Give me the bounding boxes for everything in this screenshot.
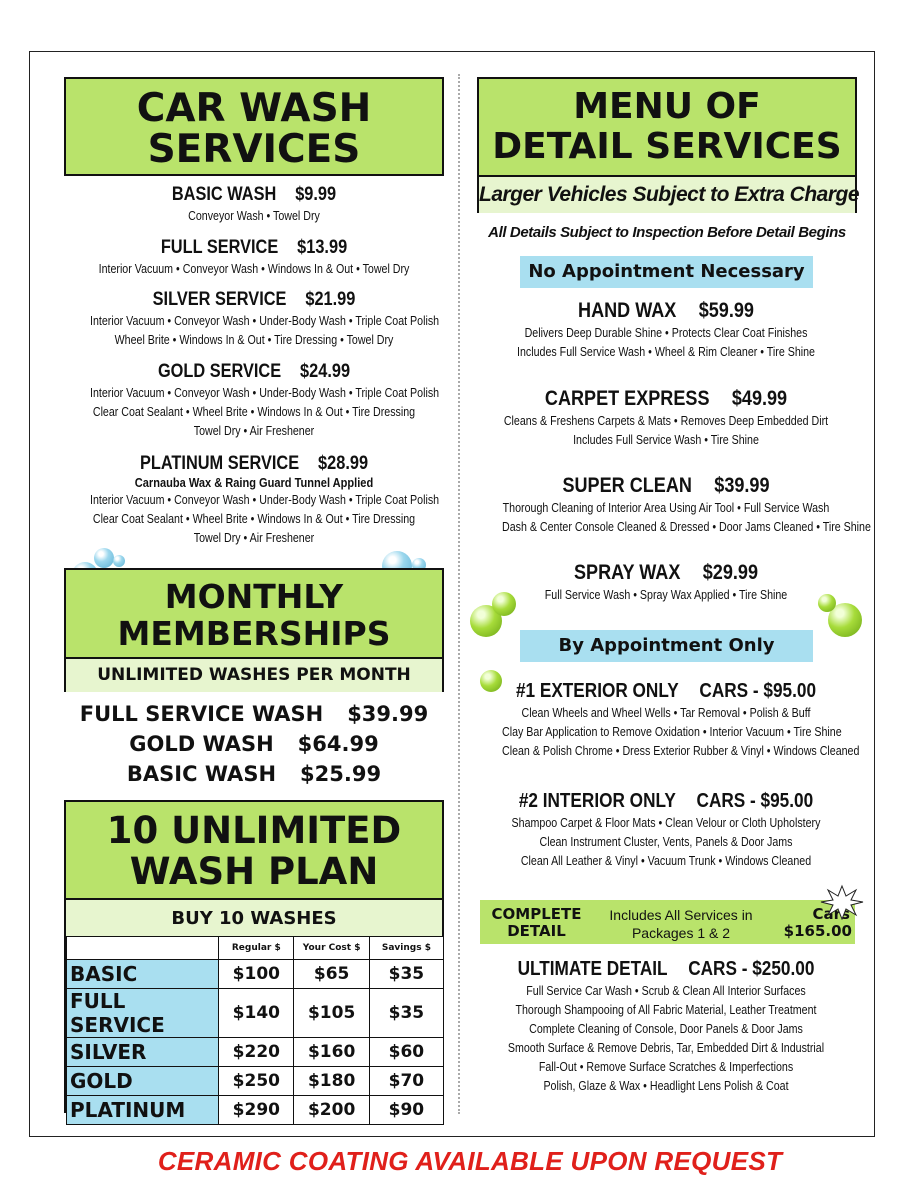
service-block	[466, 387, 866, 449]
service-description-line: Wheel Brite • Windows In & Out • Tire Dressing • Towel Dry	[114, 332, 394, 347]
membership-item	[54, 732, 454, 756]
service-block	[54, 184, 454, 225]
service-price: $13.99	[297, 237, 348, 258]
service-description-line: Thorough Shampooing of All Fabric Material, Leather Treatment	[515, 1002, 817, 1017]
service-subtitle: Carnauba Wax & Raing Guard Tunnel Applied	[134, 475, 374, 490]
service-block	[466, 680, 866, 760]
service-description-line: Includes Full Service Wash • Tire Shine	[573, 432, 759, 447]
service-block	[466, 958, 866, 1095]
service-name: SILVER SERVICE	[152, 289, 287, 310]
service-description-line: Full Service Car Wash • Scrub & Clean All Interior Surfaces	[526, 983, 806, 998]
detail-note-large-vehicles: Larger Vehicles Subject to Extra Charge	[479, 175, 855, 213]
plan-header-cost: Your Cost $	[294, 937, 369, 960]
service-description-line: Clean Instrument Cluster, Vents, Panels & Door Jams	[539, 834, 793, 849]
service-description-line: Thorough Cleaning of Interior Area Using Air Tool • Full Service Wash	[502, 500, 830, 515]
plan-row	[67, 1067, 444, 1096]
service-description-line: Interior Vacuum • Conveyor Wash • Windows In & Out • Towel Dry	[98, 261, 410, 276]
service-block	[54, 237, 454, 278]
service-description-line: Towel Dry • Air Freshener	[193, 423, 315, 438]
complete-desc-line1: Includes All Services in	[609, 907, 753, 923]
service-price: $59.99	[698, 299, 754, 322]
complete-detail-bar	[480, 900, 855, 944]
service-description-line: Interior Vacuum • Conveyor Wash • Under-Body Wash • Triple Coat Polish	[90, 313, 440, 328]
service-block	[466, 790, 866, 870]
service-block	[54, 361, 454, 440]
plan-title-line2: WASH PLAN	[129, 850, 379, 893]
service-heading	[494, 680, 838, 703]
plan-savings: $60	[369, 1038, 443, 1067]
plan-your-cost: $105	[294, 989, 369, 1038]
car-wash-title-line2: SERVICES	[147, 127, 361, 172]
bubble-decoration	[492, 592, 516, 616]
plan-table	[66, 936, 444, 1125]
service-name: ULTIMATE DETAIL	[517, 958, 668, 980]
monthly-subtitle: UNLIMITED WASHES PER MONTH	[66, 657, 442, 692]
service-name: #2 INTERIOR ONLY	[518, 790, 676, 812]
service-name: SUPER CLEAN	[562, 474, 692, 497]
membership-name: BASIC WASH	[126, 762, 277, 786]
plan-name: SILVER	[67, 1038, 219, 1067]
membership-price: $25.99	[300, 762, 382, 786]
service-heading	[82, 289, 426, 311]
plan-name: PLATINUM	[67, 1096, 219, 1125]
service-heading	[82, 237, 426, 259]
service-price: $28.99	[318, 453, 369, 474]
service-description-line: Cleans & Freshens Carpets & Mats • Removes Deep Embedded Dirt	[503, 413, 829, 428]
service-price: $39.99	[714, 474, 770, 497]
membership-name: GOLD WASH	[129, 732, 274, 756]
service-description-line: Fall-Out • Remove Surface Scratches & Imperfections	[538, 1059, 794, 1074]
plan-your-cost: $180	[294, 1067, 369, 1096]
service-heading	[494, 790, 838, 813]
plan-your-cost: $65	[294, 960, 369, 989]
complete-cars-label: Cars	[812, 905, 850, 923]
service-description-line: Clay Bar Application to Remove Oxidation • Interior Vacuum • Tire Shine	[502, 724, 842, 739]
plan-regular-price: $140	[219, 989, 294, 1038]
service-price: $24.99	[300, 361, 351, 382]
monthly-title-line2: MEMBERSHIPS	[117, 614, 391, 653]
no-appointment-bar: No Appointment Necessary	[520, 256, 813, 288]
service-description-line: Clean All Leather & Vinyl • Vacuum Trunk • Windows Cleaned	[520, 853, 812, 868]
starburst-icon	[820, 884, 864, 920]
complete-desc-line2: Packages 1 & 2	[631, 925, 731, 941]
membership-price: $39.99	[347, 702, 429, 726]
service-name: BASIC WASH	[171, 184, 277, 205]
plan-regular-price: $100	[219, 960, 294, 989]
car-wash-title-line1: CAR WASH	[136, 86, 372, 131]
plan-regular-price: $290	[219, 1096, 294, 1125]
service-block	[466, 474, 871, 536]
service-name: GOLD SERVICE	[157, 361, 282, 382]
plan-header-savings: Savings $	[369, 937, 443, 960]
service-description-line: Interior Vacuum • Conveyor Wash • Under-Body Wash • Triple Coat Polish	[90, 385, 440, 400]
complete-detail-label	[480, 906, 593, 940]
bubble-decoration	[818, 594, 836, 612]
service-price: CARS - $95.00	[699, 680, 817, 702]
plan-name: FULL SERVICE	[67, 989, 219, 1038]
plan-title-line1: 10 UNLIMITED	[106, 809, 402, 852]
complete-label-line2: DETAIL	[507, 922, 566, 940]
membership-item	[54, 702, 454, 726]
ceramic-coating-footer: CERAMIC COATING AVAILABLE UPON REQUEST	[157, 1146, 783, 1176]
complete-label-line1: COMPLETE	[491, 905, 582, 923]
plan-name: GOLD	[67, 1067, 219, 1096]
plan-regular-price: $250	[219, 1067, 294, 1096]
plan-header-blank	[67, 937, 219, 960]
service-block	[466, 561, 866, 604]
service-block	[466, 299, 866, 361]
complete-price: $165.00	[783, 922, 852, 940]
plan-row	[67, 1038, 444, 1067]
service-description-line: Clear Coat Sealant • Wheel Brite • Windows In & Out • Tire Dressing	[92, 404, 416, 419]
plan-row	[67, 989, 444, 1038]
service-description-line: Polish, Glaze & Wax • Headlight Lens Polish & Coat	[543, 1078, 789, 1093]
plan-savings: $70	[369, 1067, 443, 1096]
service-heading	[82, 453, 426, 475]
service-heading	[494, 958, 838, 981]
bubble-decoration	[94, 548, 114, 568]
service-description-line: Dash & Center Console Cleaned & Dressed • Door Jams Cleaned • Tire Shine	[502, 519, 871, 534]
plan-subtitle: BUY 10 WASHES	[66, 898, 442, 938]
plan-savings: $35	[369, 960, 443, 989]
service-description-line: Towel Dry • Air Freshener	[193, 530, 315, 545]
column-divider	[458, 74, 460, 1114]
membership-price: $64.99	[297, 732, 379, 756]
service-description-line: Delivers Deep Durable Shine • Protects Clear Coat Finishes	[524, 325, 808, 340]
service-description-line: Smooth Surface & Remove Debris, Tar, Embedded Dirt & Industrial	[507, 1040, 825, 1055]
service-price: $49.99	[731, 387, 788, 410]
car-wash-title-box	[64, 77, 444, 176]
detail-title-line2: DETAIL SERVICES	[492, 126, 842, 167]
by-appointment-bar: By Appointment Only	[520, 630, 813, 662]
service-price: $21.99	[305, 289, 356, 310]
plan-regular-price: $220	[219, 1038, 294, 1067]
service-heading	[494, 387, 838, 411]
service-heading	[494, 299, 838, 323]
service-heading	[82, 184, 426, 206]
plan-header-regular: Regular $	[219, 937, 294, 960]
service-name: PLATINUM SERVICE	[139, 453, 300, 474]
complete-detail-desc	[598, 906, 764, 942]
service-description-line: Includes Full Service Wash • Wheel & Rim Cleaner • Tire Shine	[517, 344, 815, 359]
plan-row	[67, 960, 444, 989]
detail-note-inspection: All Details Subject to Inspection Before Detail Begins	[488, 224, 846, 241]
service-price: CARS - $250.00	[688, 958, 815, 980]
service-name: HAND WAX	[578, 299, 677, 322]
service-name: SPRAY WAX	[573, 561, 681, 584]
plan-header-row	[67, 937, 444, 960]
detail-title-line1: MENU OF	[573, 86, 761, 127]
service-name: #1 EXTERIOR ONLY	[515, 680, 679, 702]
monthly-title-line1: MONTHLY	[164, 577, 344, 616]
bubble-decoration	[113, 555, 125, 567]
service-heading	[82, 361, 426, 383]
service-description-line: Interior Vacuum • Conveyor Wash • Under-Body Wash • Triple Coat Polish	[90, 492, 440, 507]
service-heading	[494, 561, 838, 585]
service-price: $9.99	[295, 184, 337, 205]
service-price: CARS - $95.00	[696, 790, 814, 812]
service-description-line: Clean Wheels and Wheel Wells • Tar Removal • Polish & Buff	[521, 705, 811, 720]
plan-savings: $35	[369, 989, 443, 1038]
plan-name: BASIC	[67, 960, 219, 989]
service-heading	[494, 474, 838, 498]
service-description-line: Clean & Polish Chrome • Dress Exterior Rubber & Vinyl • Windows Cleaned	[502, 743, 860, 758]
service-description-line: Clear Coat Sealant • Wheel Brite • Windows In & Out • Tire Dressing	[92, 511, 416, 526]
plan-your-cost: $200	[294, 1096, 369, 1125]
plan-your-cost: $160	[294, 1038, 369, 1067]
membership-item	[54, 762, 454, 786]
service-price: $29.99	[702, 561, 758, 584]
membership-name: FULL SERVICE WASH	[79, 702, 324, 726]
service-description-line: Complete Cleaning of Console, Door Panels & Door Jams	[529, 1021, 803, 1036]
service-name: FULL SERVICE	[160, 237, 279, 258]
plan-row	[67, 1096, 444, 1125]
service-description-line: Conveyor Wash • Towel Dry	[188, 208, 320, 223]
service-description-line: Shampoo Carpet & Floor Mats • Clean Velour or Cloth Upholstery	[511, 815, 821, 830]
plan-savings: $90	[369, 1096, 443, 1125]
service-description-line: Full Service Wash • Spray Wax Applied • Tire Shine	[544, 587, 788, 602]
service-block	[54, 289, 454, 349]
service-block	[54, 453, 454, 547]
service-name: CARPET EXPRESS	[544, 387, 710, 410]
